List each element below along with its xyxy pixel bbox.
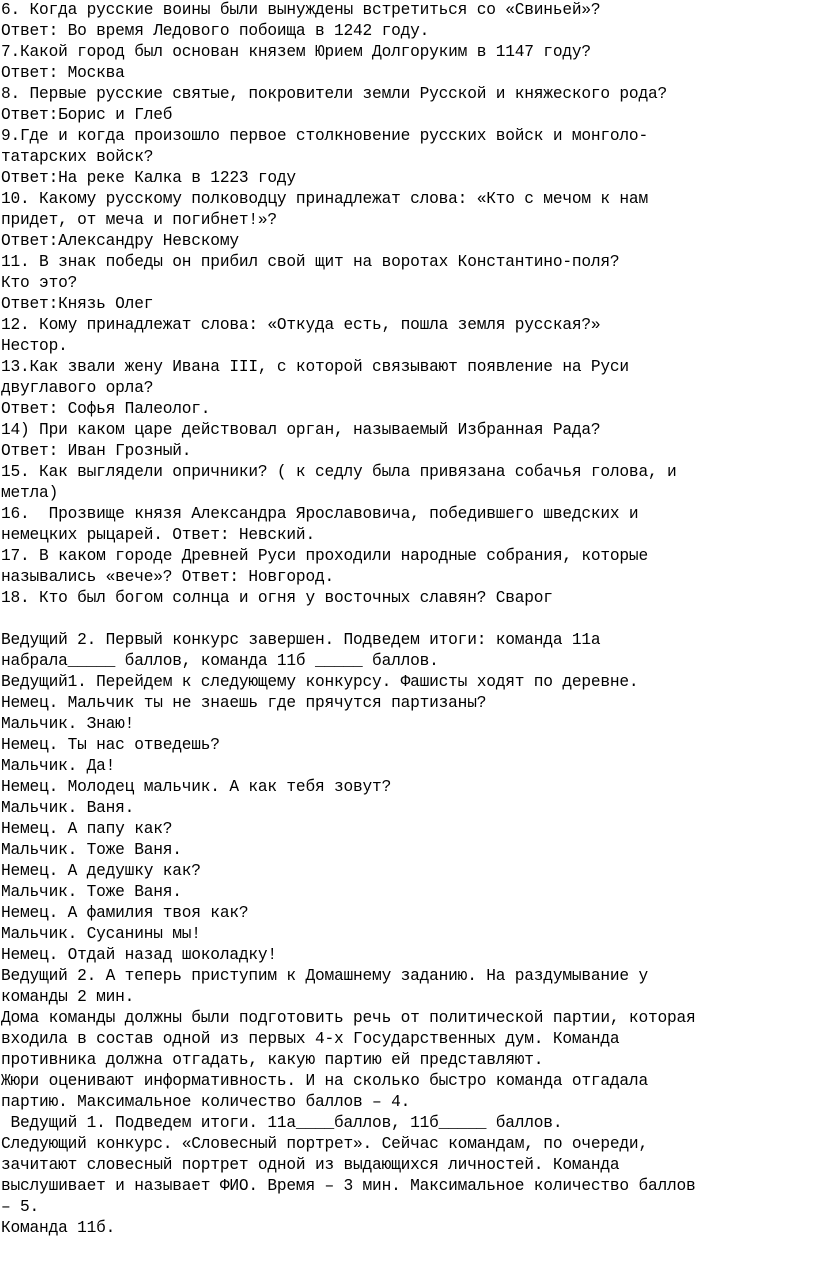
text-line: 18. Кто был богом солнца и огня у восточных славян? Сварог <box>1 589 553 607</box>
text-line: Мальчик. Тоже Ваня. <box>1 841 182 859</box>
text-line: Ответ: Москва <box>1 64 125 82</box>
text-line: Немец. Мальчик ты не знаешь где прячутся партизаны? <box>1 694 487 712</box>
blank-line <box>1 609 816 630</box>
text-line: 17. В каком городе Древней Руси проходили народные собрания, которые <box>1 547 648 565</box>
text-line: 11. В знак победы он прибил свой щит на воротах Константино-поля? <box>1 253 620 271</box>
text-line: 9.Где и когда произошло первое столкновение русских войск и монголо- <box>1 127 648 145</box>
text-line: зачитают словесный портрет одной из выдающихся личностей. Команда <box>1 1156 620 1174</box>
text-line: 6. Когда русские воины были вынуждены встретиться со «Свиньей»? <box>1 1 601 19</box>
text-line: Немец. А фамилия твоя как? <box>1 904 249 922</box>
text-line: Мальчик. Тоже Ваня. <box>1 883 182 901</box>
text-line: Ведущий 1. Подведем итоги. 11а____баллов, 11б_____ баллов. <box>1 1114 563 1132</box>
text-line: Ответ: Софья Палеолог. <box>1 400 211 418</box>
text-line: 7.Какой город был основан князем Юрием Долгоруким в 1147 году? <box>1 43 591 61</box>
text-line: Ответ: Иван Грозный. <box>1 442 192 460</box>
text-line: 8. Первые русские святые, покровители земли Русской и княжеского рода? <box>1 85 667 103</box>
text-line: двуглавого орла? <box>1 379 154 397</box>
text-line: Немец. Молодец мальчик. А как тебя зовут? <box>1 778 392 796</box>
text-line: 12. Кому принадлежат слова: «Откуда есть, пошла земля русская?» <box>1 316 601 334</box>
text-line: немецких рыцарей. Ответ: Невский. <box>1 526 315 544</box>
text-line: Следующий конкурс. «Словесный портрет». Сейчас командам, по очереди, <box>1 1135 648 1153</box>
text-line: Мальчик. Сусанины мы! <box>1 925 201 943</box>
text-line: 14) При каком царе действовал орган, называемый Избранная Рада? <box>1 421 601 439</box>
text-line: Ответ:Борис и Глеб <box>1 106 173 124</box>
text-line: Ответ:Александру Невскому <box>1 232 239 250</box>
text-line: Ответ:На реке Калка в 1223 году <box>1 169 296 187</box>
text-line: Мальчик. Да! <box>1 757 116 775</box>
text-line: выслушивает и называет ФИО. Время – 3 мин. Максимальное количество баллов <box>1 1177 696 1195</box>
text-line: входила в состав одной из первых 4-х Государственных дум. Команда <box>1 1030 620 1048</box>
text-line: 16. Прозвище князя Александра Ярославовича, победившего шведских и <box>1 505 639 523</box>
text-line: Немец. Ты нас отведешь? <box>1 736 220 754</box>
text-line: Ведущий1. Перейдем к следующему конкурсу. Фашисты ходят по деревне. <box>1 673 639 691</box>
text-line: команды 2 мин. <box>1 988 135 1006</box>
text-line: Мальчик. Знаю! <box>1 715 135 733</box>
text-line: Кто это? <box>1 274 78 292</box>
text-line: назывались «вече»? Ответ: Новгород. <box>1 568 334 586</box>
text-line: Мальчик. Ваня. <box>1 799 135 817</box>
text-line: метла) <box>1 484 59 502</box>
text-line: Немец. А папу как? <box>1 820 173 838</box>
text-line: придет, от меча и погибнет!»? <box>1 211 277 229</box>
text-line: 10. Какому русскому полководцу принадлежат слова: «Кто с мечом к нам <box>1 190 648 208</box>
text-line: Жюри оценивают информативность. И на сколько быстро команда отгадала <box>1 1072 648 1090</box>
text-line: Ведущий 2. А теперь приступим к Домашнему заданию. На раздумывание у <box>1 967 648 985</box>
text-line: Команда 11б. <box>1 1219 116 1237</box>
text-line: татарских войск? <box>1 148 154 166</box>
text-line: Немец. А дедушку как? <box>1 862 201 880</box>
text-line: противника должна отгадать, какую партию ей представляют. <box>1 1051 544 1069</box>
text-line: Дома команды должны были подготовить речь от политической партии, которая <box>1 1009 696 1027</box>
text-line: 13.Как звали жену Ивана III, с которой связывают появление на Руси <box>1 358 629 376</box>
text-line: Ответ:Князь Олег <box>1 295 154 313</box>
text-line: Ответ: Во время Ледового побоища в 1242 году. <box>1 22 430 40</box>
text-line: 15. Как выглядели опричники? ( к седлу была привязана собачья голова, и <box>1 463 677 481</box>
text-line: Немец. Отдай назад шоколадку! <box>1 946 277 964</box>
text-line: набрала_____ баллов, команда 11б _____ баллов. <box>1 652 439 670</box>
text-line: партию. Максимальное количество баллов – 4. <box>1 1093 411 1111</box>
text-line: – 5. <box>1 1198 40 1216</box>
text-line: Нестор. <box>1 337 68 355</box>
text-line: Ведущий 2. Первый конкурс завершен. Подведем итоги: команда 11а <box>1 631 601 649</box>
